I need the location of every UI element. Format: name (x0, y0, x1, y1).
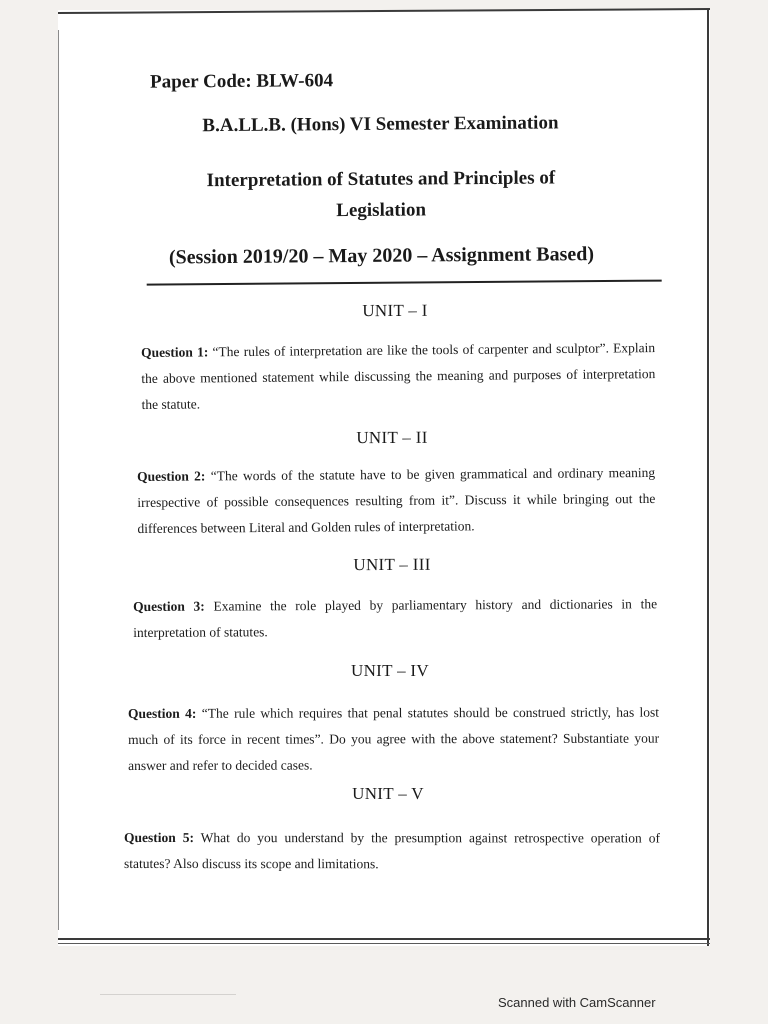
unit-heading-1: UNIT – I (362, 300, 428, 321)
question-label-2: Question 2: (137, 468, 206, 484)
exam-title: B.A.LL.B. (Hons) VI Semester Examination (202, 112, 559, 137)
question-3 (133, 591, 657, 646)
question-label-4: Question 4: (128, 705, 197, 721)
question-5 (124, 825, 660, 877)
paper-code: Paper Code: BLW-604 (150, 70, 334, 93)
unit-heading-5: UNIT – V (352, 784, 424, 803)
question-label-3: Question 3: (133, 598, 205, 614)
subject-title (101, 162, 661, 228)
question-4 (128, 700, 659, 779)
question-text-1: “The rules of interpretation are like the tools of carpenter and sculptor”. Explain the above mentioned statement while discussing the meaning and purposes of interpretation the statute. (141, 340, 656, 412)
question-text-3: Examine the role played by parliamentary history and dictionaries in the interpretation of statutes. (133, 596, 658, 640)
unit-heading-3: UNIT – III (353, 554, 431, 575)
subject-title-line-2: Legislation (336, 199, 427, 222)
question-2 (137, 460, 656, 542)
subject-title-line-1: Interpretation of Statutes and Principles of (206, 167, 556, 192)
scanner-watermark: Scanned with CamScanner (498, 995, 656, 1010)
question-text-4: “The rule which requires that penal statutes should be construed strictly, has lost much of its force in recent times”. Do you agree with the above statement? Substantiate your answer and refer to decided cases. (128, 704, 660, 773)
page-border-left (58, 30, 59, 930)
question-label-5: Question 5: (123, 830, 194, 846)
session-info: (Session 2019/20 – May 2020 – Assignment Based) (168, 243, 595, 269)
question-text-2: “The words of the statute have to be given grammatical and ordinary meaning irrespective of possible consequences resulting from it”. Discuss it while bringing out the differences between Literal and Golden rules of interpretation. (137, 464, 656, 536)
question-1 (141, 335, 656, 418)
unit-heading-4: UNIT – IV (351, 661, 429, 680)
question-label-1: Question 1: (141, 344, 209, 360)
scan-artifact-line (100, 994, 236, 995)
page-border-bottom (58, 938, 710, 944)
page-border-right (707, 10, 709, 946)
question-text-5: What do you understand by the presumption against retrospective operation of statutes? Also discuss its scope and limitations. (123, 830, 660, 872)
unit-heading-2: UNIT – II (356, 427, 428, 448)
